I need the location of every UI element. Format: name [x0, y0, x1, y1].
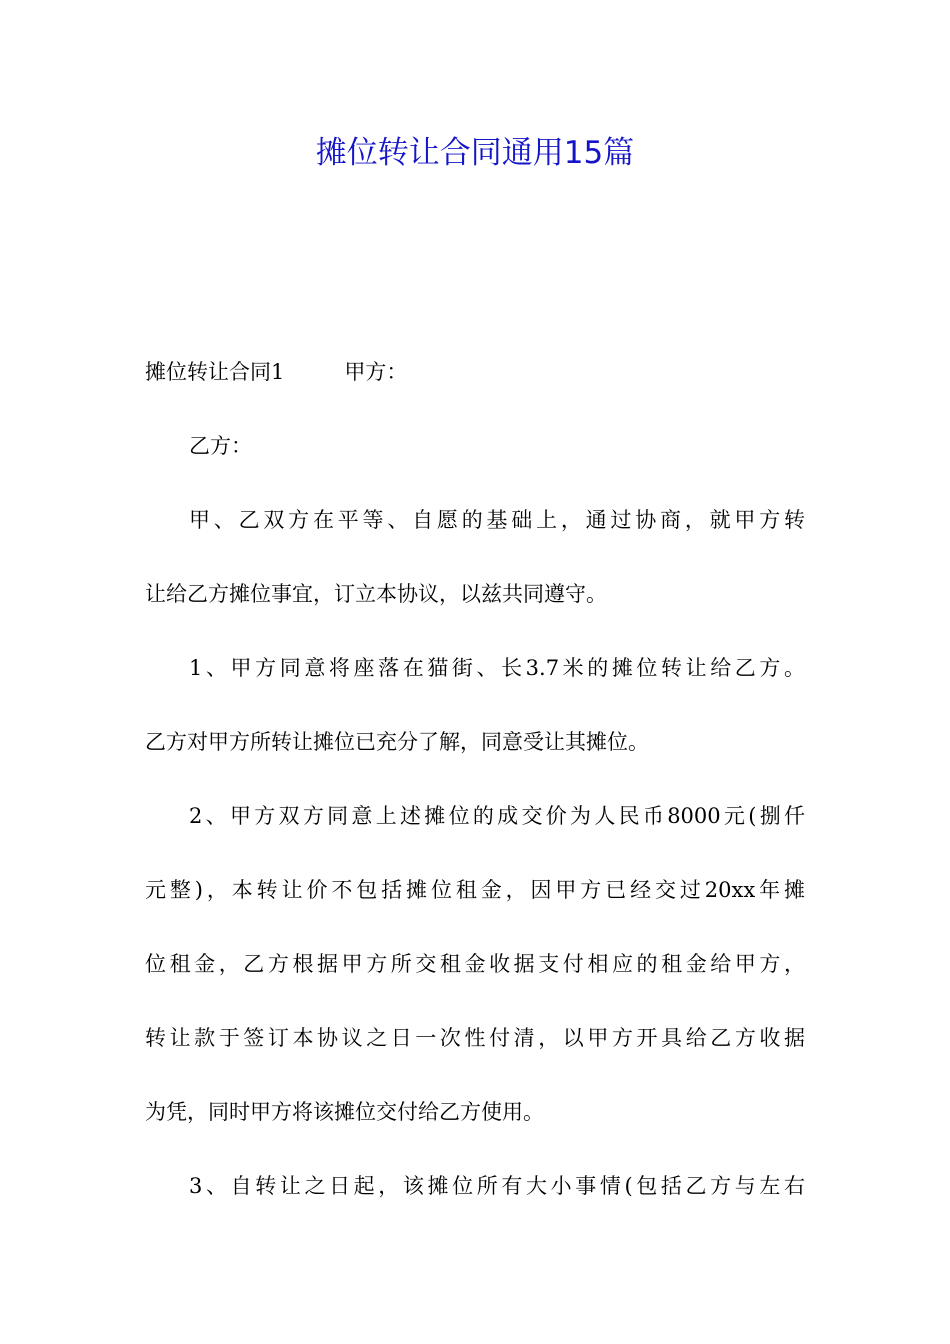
- paragraph-line: 甲、乙双方在平等、自愿的基础上，通过协商，就甲方转: [189, 508, 805, 532]
- paragraph-line: 转让款于签订本协议之日一次性付清，以甲方开具给乙方收据: [145, 1026, 805, 1050]
- paragraph-line: 位租金，乙方根据甲方所交租金收据支付相应的租金给甲方，: [145, 952, 805, 976]
- contract-heading: 摊位转让合同1: [145, 360, 285, 384]
- party-b-label: 乙方：: [189, 434, 252, 458]
- paragraph-line: 乙方对甲方所转让摊位已充分了解，同意受让其摊位。: [145, 730, 649, 754]
- paragraph-line: 1、甲方同意将座落在猫街、长3.7米的摊位转让给乙方。: [189, 656, 805, 680]
- document-body: [145, 335, 805, 1223]
- contract-heading-line: [145, 335, 805, 409]
- paragraph-line: 元整)，本转让价不包括摊位租金，因甲方已经交过20xx年摊: [145, 878, 805, 902]
- party-a-label: 甲方：: [344, 360, 408, 384]
- paragraph-line: 3、自转让之日起，该摊位所有大小事情(包括乙方与左右: [189, 1174, 805, 1198]
- party-b-line: [145, 409, 805, 483]
- paragraph-line: 2、甲方双方同意上述摊位的成交价为人民币8000元(捌仟: [189, 804, 805, 828]
- paragraph-line: 让给乙方摊位事宜，订立本协议，以兹共同遵守。: [145, 582, 607, 606]
- paragraph-line: 为凭，同时甲方将该摊位交付给乙方使用。: [145, 1100, 544, 1124]
- document-title: 摊位转让合同通用15篇: [315, 135, 635, 171]
